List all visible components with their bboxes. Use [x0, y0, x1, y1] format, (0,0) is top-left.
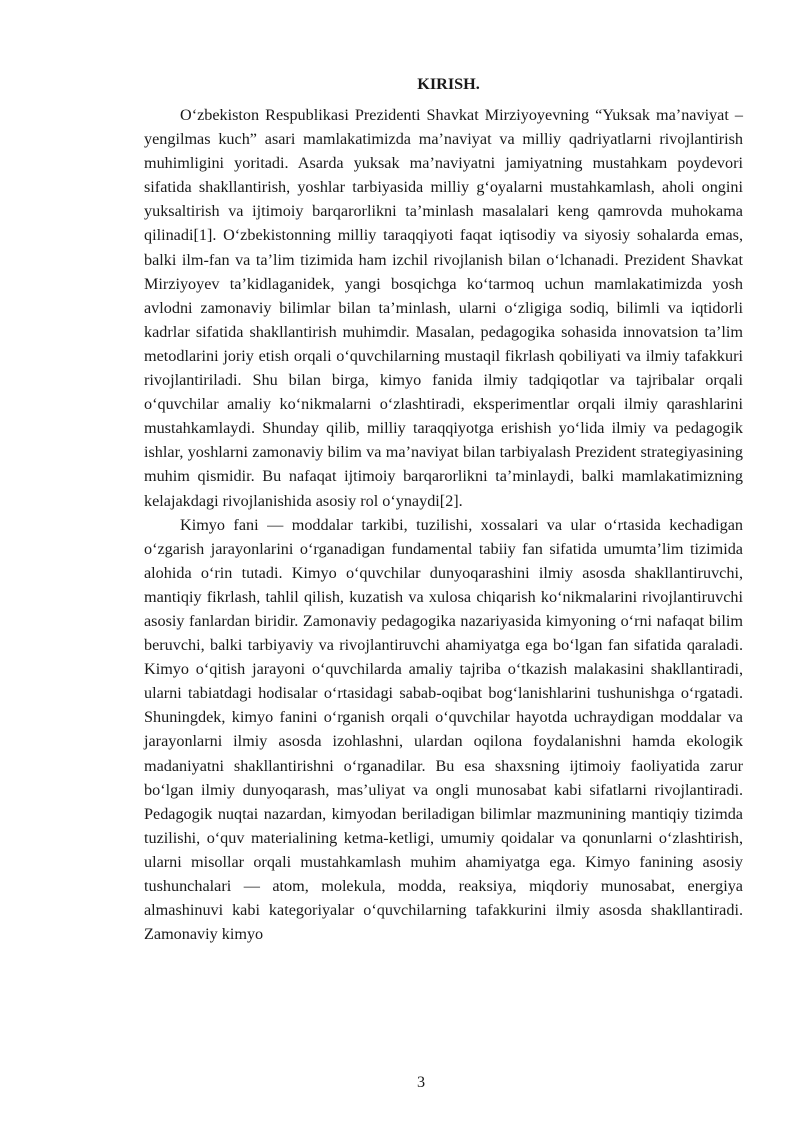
- page-number: 3: [416, 1073, 426, 1091]
- paragraph-intro: O‘zbekiston Respublikasi Prezidenti Shavkat Mirziyoyevning “Yuksak ma’naviyat – yengilmas kuch” asari mamlakatimizda ma’naviyat va milliy qadriyatlarni rivojlantirish muhimligini yoritadi. Asarda yuksak ma’naviyatni jamiyatning mustahkam poydevori sifatida shakllantirish, yoshlar tarbiyasida milliy g‘oyalarni mustahkamlash, aholi ongini yuksaltirish va ijtimoiy barqarorlikni ta’minlash masalalari keng qamrovda muhokama qilinadi[1]. O‘zbekistonning milliy taraqqiyoti faqat iqtisodiy va siyosiy sohalarda emas, balki ilm-fan va ta’lim tizimida ham izchil rivojlanish bilan o‘lchanadi. Prezident Shavkat Mirziyoyev ta’kidlaganidek, yangi bosqichga ko‘tarmoq uchun mamlakatimizda yosh avlodni zamonaviy bilimlar bilan ta’minlash, ularni o‘zligiga sodiq, bilimli va iqtidorli kadrlar sifatida shakllantirish muhimdir. Masalan, pedagogika sohasida innovatsion ta’lim metodlarini joriy etish orqali o‘quvchilarning mustaqil fikrlash qobiliyati va ilmiy tafakkuri rivojlantiriladi. Shu bilan birga, kimyo fanida ilmiy tadqiqotlar va tajribalar orqali o‘quvchilar amaliy ko‘nikmalarni o‘zlashtiradi, eksperimentlar orqali ilmiy qarashlarini mustahkamlaydi. Shunday qilib, milliy taraqqiyotga erishish yo‘lida ilmiy va pedagogik ishlar, yoshlarni zamonaviy bilim va ma’naviyat bilan tarbiyalash Prezident strategiyasining muhim qismidir. Bu nafaqat ijtimoiy barqarorlikni ta’minlaydi, balki mamlakatimizning kelajakdagi rivojlanishida asosiy rol o‘ynaydi[2].: [144, 106, 743, 510]
- section-heading: KIRISH.: [417, 75, 480, 93]
- paragraph-chemistry: Kimyo fani — moddalar tarkibi, tuzilishi, xossalari va ular o‘rtasida kechadigan o‘zgarish jarayonlarini o‘rganadigan fundamental tabiiy fan sifatida umumta’lim tizimida alohida o‘rin tutadi. Kimyo o‘quvchilar dunyoqarashini ilmiy asosda shakllantiruvchi, mantiqiy fikrlash, tahlil qilish, kuzatish va xulosa chiqarish ko‘nikmalarini rivojlantiruvchi asosiy fanlardan biridir. Zamonaviy pedagogika nazariyasida kimyoning o‘rni nafaqat bilim beruvchi, balki tarbiyaviy va rivojlantiruvchi ahamiyatga ega bo‘lgan fan sifatida qaraladi. Kimyo o‘qitish jarayoni o‘quvchilarda amaliy tajriba o‘tkazish malakasini shakllantiradi, ularni tabiatdagi hodisalar o‘rtasidagi sabab-oqibat bog‘lanishlarini tushunishga o‘rgatadi. Shuningdek, kimyo fanini o‘rganish orqali o‘quvchilar hayotda uchraydigan moddalar va jarayonlarni ilmiy asosda izohlashni, ulardan oqilona foydalanishni hamda ekologik madaniyatni shakllantirishni o‘rganadilar. Bu esa shaxsning ijtimoiy faoliyatida zarur bo‘lgan ilmiy dunyoqarash, mas’uliyat va ongli munosabat kabi sifatlarni rivojlantiradi. Pedagogik nuqtai nazardan, kimyodan beriladigan bilimlar mazmunining mantiqiy tizimda tuzilishi, o‘quv materialining ketma-ketligi, umumiy qoidalar va qonunlarni o‘zlashtirish, ularni misollar orqali mustahkamlash muhim ahamiyatga ega. Kimyo fanining asosiy tushunchalari — atom, molekula, modda, reaksiya, miqdoriy munosabat, energiya almashinuvi kabi kategoriyalar o‘quvchilarning tafakkurini ilmiy asosda shakllantiradi. Zamonaviy kimyo: [144, 515, 743, 944]
